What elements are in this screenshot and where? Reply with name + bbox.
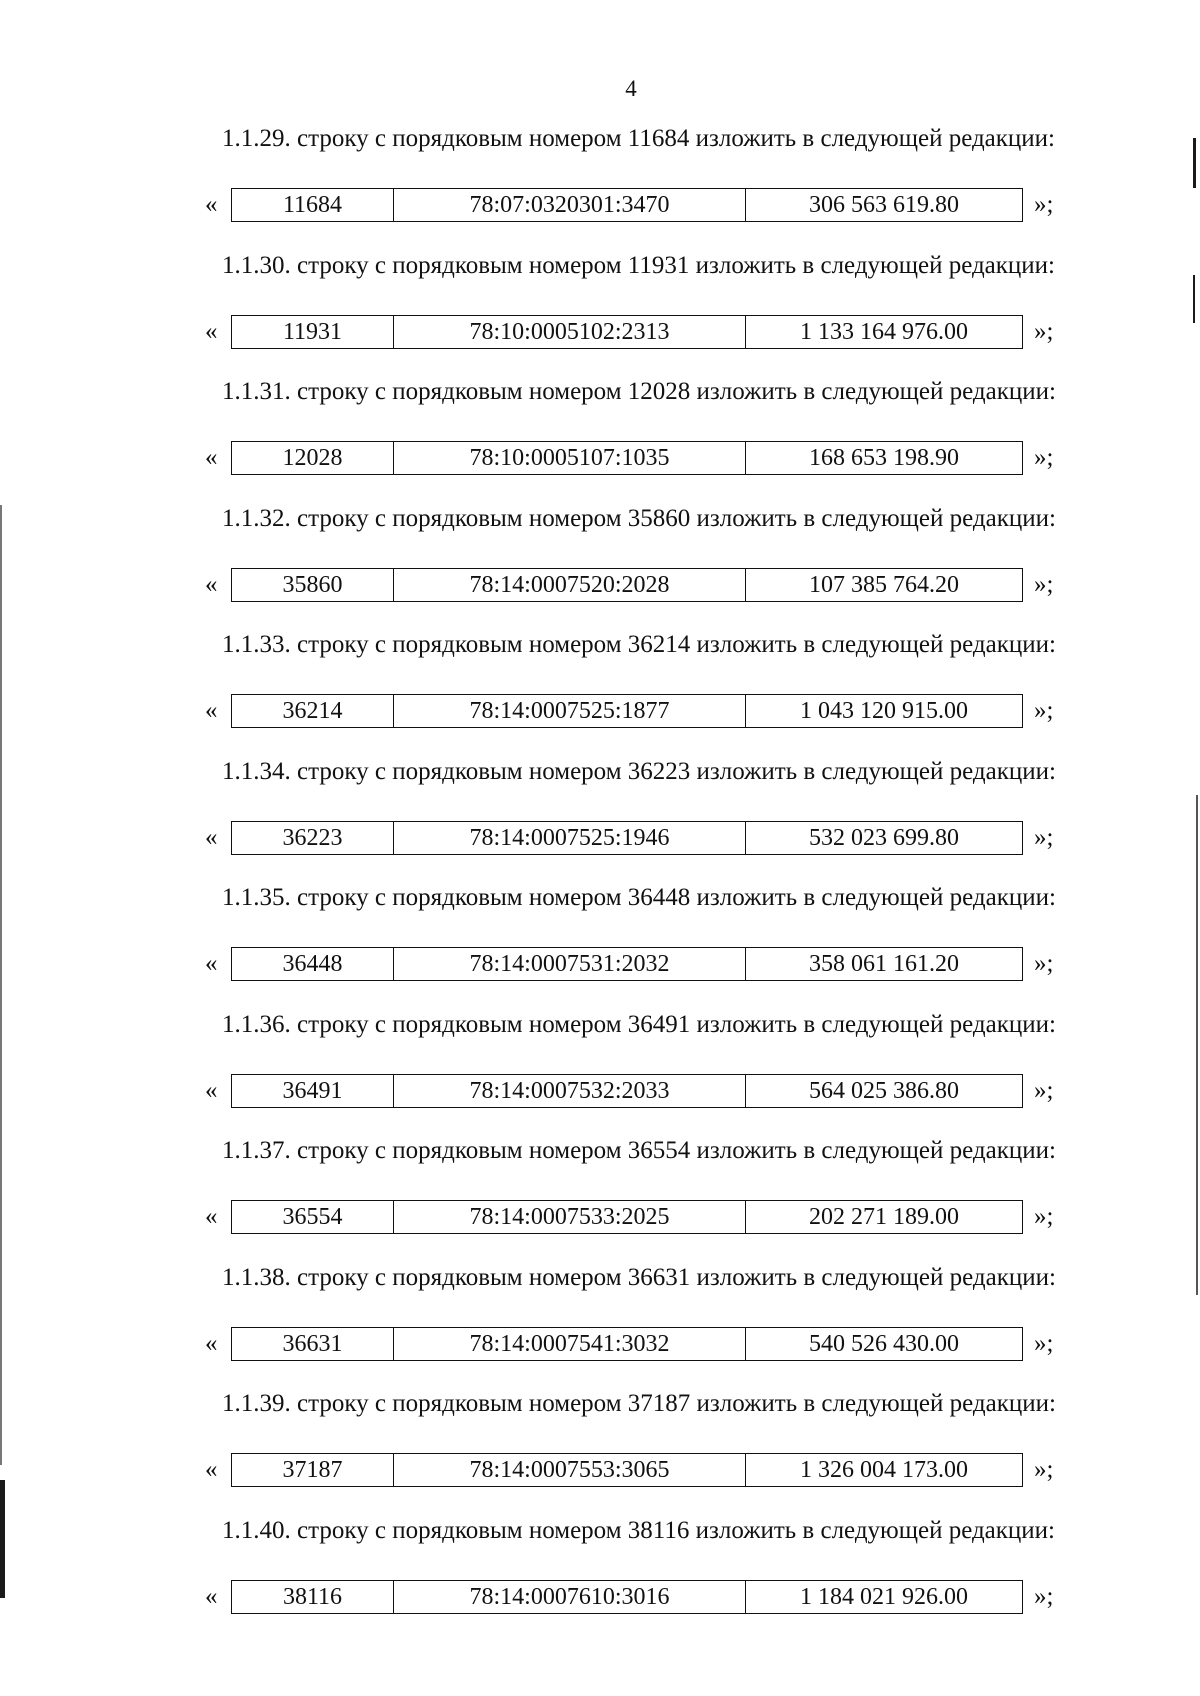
cadastral-number-cell: 78:14:0007533:2025 — [394, 1201, 746, 1233]
opening-quote: « — [205, 823, 218, 851]
closing-quote: »; — [1034, 1456, 1054, 1483]
closing-quote: »; — [1034, 823, 1054, 851]
cadastral-number-cell: 78:14:0007525:1877 — [394, 695, 746, 727]
value-cell: 540 526 430.00 — [809, 1330, 959, 1357]
value-cell: 1 184 021 926.00 — [800, 1583, 968, 1610]
value-cell: 1 326 004 173.00 — [800, 1457, 968, 1483]
row-number-cell: 12028 — [232, 442, 394, 474]
row-table — [231, 1200, 1023, 1234]
amendment-text: 1.1.30. строку с порядковым номером 11931 изложить в следующей редакции: — [222, 251, 1056, 279]
scan-edge-mark — [0, 505, 2, 1465]
amendment-text: 1.1.35. строку с порядковым номером 36448 изложить в следующей редакции: — [222, 884, 1056, 911]
row-number-cell: 36448 — [232, 948, 394, 980]
row-table — [231, 821, 1023, 855]
row-number-cell: 36631 — [232, 1328, 394, 1360]
value-cell: 202 271 189.00 — [809, 1204, 959, 1230]
row-number-cell: 11684 — [232, 189, 394, 221]
opening-quote: « — [205, 317, 218, 345]
cadastral-number-cell: 78:14:0007541:3032 — [394, 1328, 746, 1360]
closing-quote: »; — [1034, 191, 1054, 218]
opening-quote: « — [205, 697, 218, 724]
value-cell: 564 025 386.80 — [809, 1077, 959, 1104]
closing-quote: »; — [1034, 1076, 1054, 1104]
amendment-text: 1.1.32. строку с порядковым номером 35860 изложить в следующей редакции: — [222, 504, 1056, 532]
row-table — [231, 947, 1023, 981]
amendment-text: 1.1.29. строку с порядковым номером 11684 изложить в следующей редакции: — [222, 125, 1056, 152]
row-table — [231, 1580, 1023, 1614]
scan-edge-mark — [1196, 795, 1198, 1295]
amendment-text: 1.1.36. строку с порядковым номером 36491 изложить в следующей редакции: — [222, 1010, 1056, 1038]
closing-quote: »; — [1034, 444, 1054, 471]
value-cell: 1 133 164 976.00 — [800, 318, 968, 345]
closing-quote: »; — [1034, 317, 1054, 345]
cadastral-number-cell: 78:10:0005102:2313 — [394, 316, 746, 348]
opening-quote: « — [205, 444, 218, 471]
closing-quote: »; — [1034, 1329, 1054, 1357]
amendment-text: 1.1.38. строку с порядковым номером 36631 изложить в следующей редакции: — [222, 1263, 1056, 1291]
closing-quote: »; — [1034, 1582, 1054, 1610]
opening-quote: « — [205, 1329, 218, 1357]
row-table — [231, 1327, 1023, 1361]
opening-quote: « — [205, 1076, 218, 1104]
cadastral-number-cell: 78:07:0320301:3470 — [394, 189, 746, 221]
row-table — [231, 188, 1023, 222]
scan-edge-mark — [0, 1480, 5, 1598]
opening-quote: « — [205, 950, 218, 977]
amendment-text: 1.1.39. строку с порядковым номером 37187 изложить в следующей редакции: — [222, 1390, 1056, 1417]
row-number-cell: 35860 — [232, 569, 394, 601]
value-cell: 1 043 120 915.00 — [800, 698, 968, 724]
opening-quote: « — [205, 1582, 218, 1610]
value-cell: 532 023 699.80 — [809, 824, 959, 851]
row-number-cell: 37187 — [232, 1454, 394, 1486]
cadastral-number-cell: 78:10:0005107:1035 — [394, 442, 746, 474]
row-table — [231, 441, 1023, 475]
amendment-text: 1.1.34. строку с порядковым номером 36223 изложить в следующей редакции: — [222, 757, 1056, 785]
row-number-cell: 36554 — [232, 1201, 394, 1233]
row-table — [231, 568, 1023, 602]
cadastral-number-cell: 78:14:0007520:2028 — [394, 569, 746, 601]
cadastral-number-cell: 78:14:0007531:2032 — [394, 948, 746, 980]
cadastral-number-cell: 78:14:0007532:2033 — [394, 1075, 746, 1107]
amendment-text: 1.1.33. строку с порядковым номером 36214 изложить в следующей редакции: — [222, 631, 1056, 658]
amendment-text: 1.1.40. строку с порядковым номером 38116 изложить в следующей редакции: — [222, 1516, 1056, 1544]
value-cell: 306 563 619.80 — [809, 192, 959, 218]
row-number-cell: 36491 — [232, 1075, 394, 1107]
row-number-cell: 11931 — [232, 316, 394, 348]
closing-quote: »; — [1034, 570, 1054, 598]
closing-quote: »; — [1034, 697, 1054, 724]
value-cell: 107 385 764.20 — [809, 571, 959, 598]
amendment-text: 1.1.31. строку с порядковым номером 12028 изложить в следующей редакции: — [222, 378, 1056, 405]
page-number: 4 — [625, 76, 637, 101]
closing-quote: »; — [1034, 1203, 1054, 1230]
cadastral-number-cell: 78:14:0007610:3016 — [394, 1581, 746, 1613]
opening-quote: « — [205, 191, 218, 218]
row-number-cell: 36223 — [232, 822, 394, 854]
row-number-cell: 38116 — [232, 1581, 394, 1613]
opening-quote: « — [205, 570, 218, 598]
cadastral-number-cell: 78:14:0007553:3065 — [394, 1454, 746, 1486]
amendment-text: 1.1.37. строку с порядковым номером 36554 изложить в следующей редакции: — [222, 1137, 1056, 1164]
opening-quote: « — [205, 1456, 218, 1483]
row-table — [231, 315, 1023, 349]
value-cell: 168 653 198.90 — [809, 445, 959, 471]
scan-edge-mark — [1193, 275, 1195, 323]
row-table — [231, 1453, 1023, 1487]
row-table — [231, 694, 1023, 728]
scan-edge-mark — [1193, 138, 1196, 188]
row-table — [231, 1074, 1023, 1108]
opening-quote: « — [205, 1203, 218, 1230]
row-number-cell: 36214 — [232, 695, 394, 727]
closing-quote: »; — [1034, 950, 1054, 977]
cadastral-number-cell: 78:14:0007525:1946 — [394, 822, 746, 854]
value-cell: 358 061 161.20 — [809, 951, 959, 977]
